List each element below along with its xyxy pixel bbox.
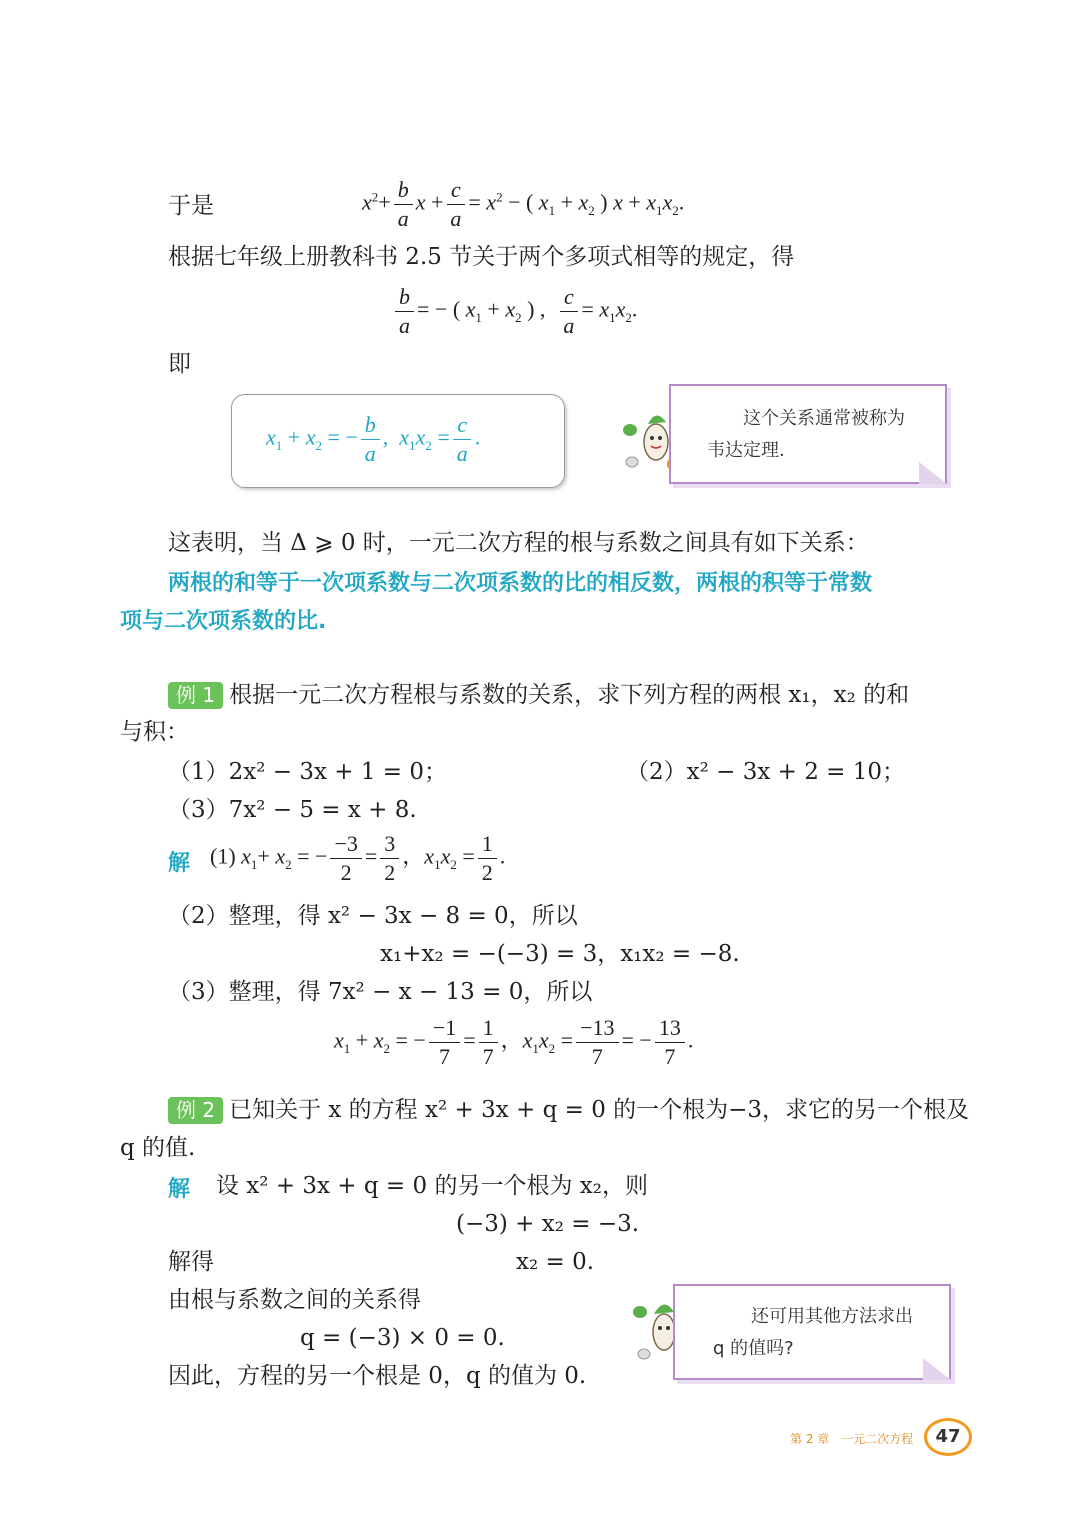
example2-badge: 例 2 (168, 1097, 223, 1124)
example1-solution1: (1) $x_1+ x_2$ = − $\frac{-3}{2}$ = $\frac{3}{2}$ ，$x_1x_2$ = $\frac{1}{2}$ . (210, 831, 506, 886)
note2-line2: q 的值吗? (713, 1338, 794, 1359)
vieta-formula-box (231, 394, 565, 488)
example1-solution2: （2）整理，得 x² − 3x − 8 = 0，所以 (168, 903, 578, 929)
note1-line2: 韦达定理. (707, 440, 785, 461)
example2-solution4: 因此，方程的另一个根是 0，q 的值为 0. (168, 1363, 587, 1389)
chapter-label: 第 2 章 一元二次方程 (790, 1432, 914, 1446)
example1-badge: 例 1 (168, 682, 223, 709)
example2-text2: q 的值. (120, 1135, 196, 1161)
example2-solution2b: x₂ = 0. (516, 1249, 595, 1275)
ji-label: 即 (168, 351, 191, 377)
coefficient-equations: $\frac{b}{a}$ = − ( $x_1 + x_2$ ) , $\frac{c}{a}$ = $x_1x_2$. (392, 285, 637, 338)
expansion-equation: $x^2+$ $\frac{b}{a}$ x + $\frac{c}{a}$ = $x^2$ − ( $x_1 + x_2$ ) $x + x_1x_2$. (362, 177, 685, 232)
note1-line1: 这个关系通常被称为 (743, 408, 905, 429)
example1-text1: 根据一元二次方程根与系数的关系，求下列方程的两根 x₁，x₂ 的和 (229, 682, 910, 708)
example1-problem3: （3）7x² − 5 = x + 8. (168, 797, 417, 823)
example2-text1: 已知关于 x 的方程 x² + 3x + q = 0 的一个根为−3，求它的另一个根及 (229, 1097, 970, 1123)
example2-solution2: 解得 (168, 1249, 214, 1275)
example1-text2: 与积： (120, 719, 189, 745)
vieta-formula: $x_1 + x_2$ = − $\frac{b}{a}$ , $x_1x_2$ = $\frac{c}{a}$ . (266, 412, 481, 467)
example2-solution1b: (−3) + x₂ = −3. (456, 1211, 640, 1237)
example2-solution-label: 解 (168, 1177, 191, 1202)
note-fold-corner (923, 1358, 951, 1380)
example2-statement (168, 1096, 969, 1125)
example1-statement (168, 681, 909, 710)
example1-solution3b: $x_1 + x_2$ = − $\frac{-1}{7}$ = $\frac{1}{7}$ ，$x_1x_2$ = $\frac{-13}{7}$ = − $\frac{13}{7}$ . (334, 1015, 694, 1070)
example1-solution2b: x₁+x₂ = −(−3) = 3，x₁x₂ = −8. (380, 941, 740, 967)
example1-solution3: （3）整理，得 7x² − x − 13 = 0，所以 (168, 979, 593, 1005)
theorem-line2: 项与二次项系数的比. (120, 609, 327, 634)
polynomial-rule-text: 根据七年级上册教科书 2.5 节关于两个多项式相等的规定，得 (168, 244, 795, 270)
other-method-note (673, 1284, 951, 1380)
example1-solution-label: 解 (168, 851, 191, 876)
theorem-line1: 两根的和等于一次项系数与二次项系数的比的相反数，两根的积等于常数 (168, 571, 873, 596)
example2-solution1: 设 x² + 3x + q = 0 的另一个根为 x₂，则 (216, 1173, 648, 1199)
example1-problem1: （1）2x² − 3x + 1 = 0； (168, 759, 448, 785)
example2-solution3b: q = (−3) × 0 = 0. (300, 1325, 505, 1351)
relationship-intro: 这表明，当 Δ ⩾ 0 时，一元二次方程的根与系数之间具有如下关系： (168, 530, 869, 556)
vieta-theorem-note (669, 384, 947, 484)
example1-problem2: （2）x² − 3x + 2 = 10； (626, 759, 906, 785)
note2-line1: 还可用其他方法求出 (751, 1306, 913, 1327)
page-number: 47 (924, 1418, 972, 1456)
yushi-label: 于是 (168, 193, 214, 219)
example2-solution3: 由根与系数之间的关系得 (168, 1287, 421, 1313)
note-fold-corner (919, 462, 947, 484)
